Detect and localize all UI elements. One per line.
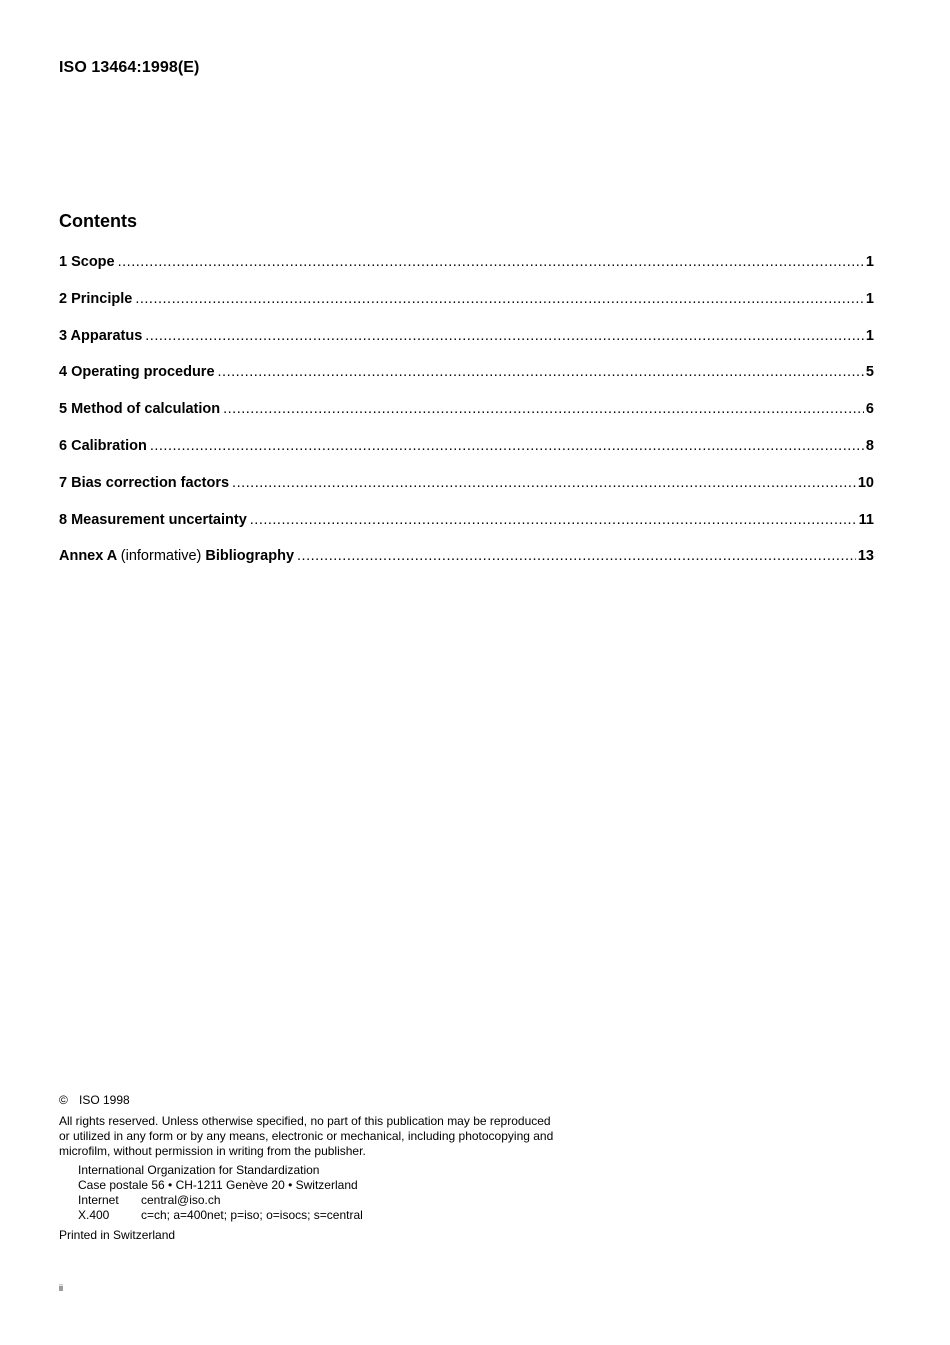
toc-entry-title: 6 Calibration	[59, 437, 147, 454]
toc-entry-page: 13	[857, 548, 874, 565]
toc-entry-apparatus[interactable]	[59, 328, 874, 365]
printed-in: Printed in Switzerland	[59, 1228, 176, 1242]
toc-entry-page: 10	[857, 474, 874, 491]
toc-entry-page: 5	[865, 364, 874, 381]
toc-dot-leader	[297, 548, 856, 564]
toc-entry-page: 1	[865, 290, 874, 307]
toc-entry-operating-procedure[interactable]	[59, 364, 874, 401]
rights-line: microfilm, without permission in writing from the publisher.	[59, 1144, 366, 1158]
toc-entry-page: 11	[858, 511, 874, 528]
toc-dot-leader	[218, 364, 864, 380]
toc-dot-leader	[232, 475, 856, 491]
table-of-contents	[59, 254, 874, 585]
annex-label: Annex A	[59, 548, 117, 565]
toc-entry-title: 4 Operating procedure	[59, 364, 215, 381]
annex-title: Bibliography	[205, 548, 295, 565]
document-id: ISO 13464:1998(E)	[59, 59, 200, 76]
toc-entry-method-of-calculation[interactable]	[59, 401, 874, 438]
annex-qualifier: (informative)	[120, 548, 202, 565]
toc-entry-page: 6	[865, 401, 874, 418]
toc-entry-title: 8 Measurement uncertainty	[59, 511, 247, 528]
toc-entry-principle[interactable]	[59, 291, 874, 328]
copyright-line	[59, 1093, 659, 1108]
x400-row	[78, 1208, 659, 1223]
org-address: Case postale 56 • CH-1211 Genève 20 • Switzerland	[78, 1178, 358, 1192]
toc-entry-title: 2 Principle	[59, 290, 133, 307]
toc-entry-calibration[interactable]	[59, 438, 874, 475]
toc-dot-leader	[135, 291, 864, 307]
toc-entry-title	[59, 548, 294, 564]
toc-entry-annex-a[interactable]	[59, 548, 874, 585]
internet-row	[78, 1193, 659, 1208]
toc-dot-leader	[118, 254, 864, 270]
org-name: International Organization for Standardization	[78, 1163, 320, 1177]
x400-label: X.400	[78, 1208, 110, 1222]
copyright-symbol: ©	[59, 1093, 68, 1107]
page-number: ii	[59, 1283, 63, 1293]
toc-entry-title: 3 Apparatus	[59, 327, 143, 344]
toc-dot-leader	[250, 512, 857, 528]
contents-heading: Contents	[59, 211, 137, 231]
toc-dot-leader	[150, 438, 864, 454]
toc-entry-title: 7 Bias correction factors	[59, 474, 230, 491]
toc-dot-leader	[145, 328, 864, 344]
rights-line: All rights reserved. Unless otherwise specified, no part of this publication may be reproduced	[59, 1114, 551, 1128]
toc-entry-page: 1	[865, 254, 874, 270]
toc-entry-page: 8	[865, 437, 874, 454]
rights-statement	[59, 1114, 659, 1159]
toc-entry-scope[interactable]	[59, 254, 874, 291]
internet-label: Internet	[78, 1193, 119, 1207]
toc-entry-title: 5 Method of calculation	[59, 401, 221, 418]
organization-address	[59, 1163, 659, 1223]
x400-value: c=ch; a=400net; p=iso; o=isocs; s=central	[141, 1208, 363, 1222]
toc-entry-bias-correction-factors[interactable]	[59, 475, 874, 512]
copyright-footer	[59, 1093, 659, 1243]
toc-dot-leader	[223, 401, 864, 417]
toc-entry-page: 1	[865, 327, 874, 344]
rights-line: or utilized in any form or by any means, electronic or mechanical, including photocopying and	[59, 1129, 554, 1143]
toc-entry-measurement-uncertainty[interactable]	[59, 512, 874, 549]
copyright-text: ISO 1998	[79, 1093, 130, 1107]
internet-value[interactable]: central@iso.ch	[141, 1193, 221, 1207]
toc-entry-title: 1 Scope	[59, 254, 115, 270]
